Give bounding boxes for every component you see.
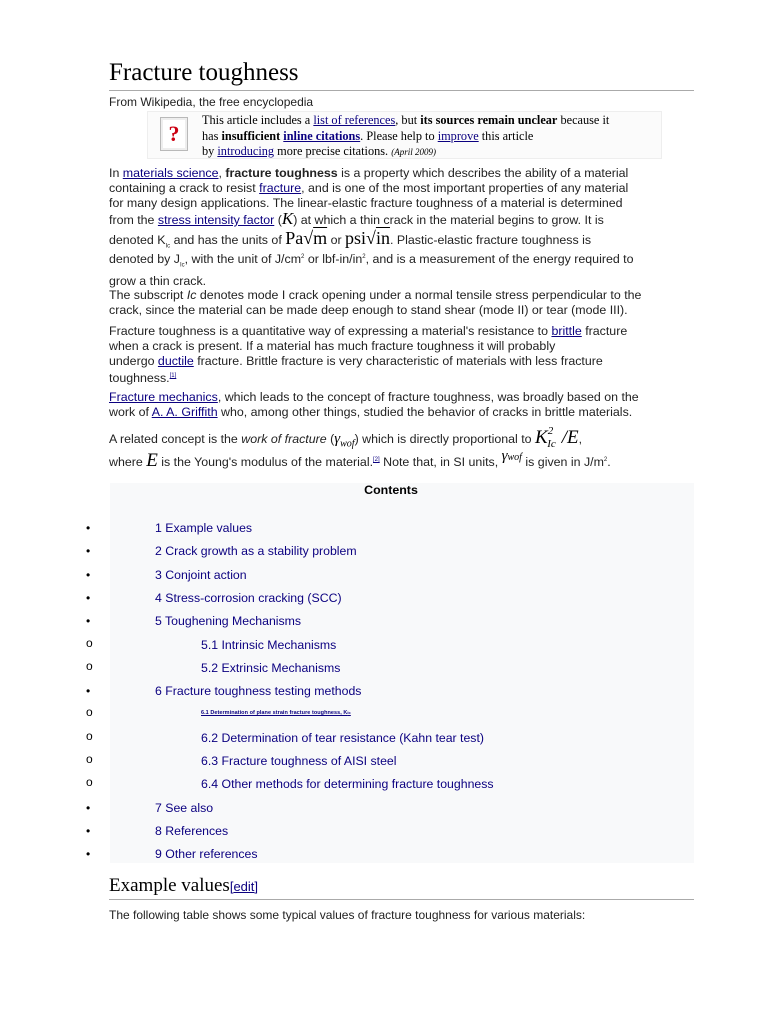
toc-marker: • xyxy=(86,544,91,558)
introducing-link[interactable]: introducing xyxy=(217,144,275,158)
toc-marker: o xyxy=(86,775,93,789)
ductile-link[interactable]: ductile xyxy=(157,354,194,368)
fracture-link[interactable]: fracture xyxy=(259,181,302,195)
materials-science-link[interactable]: materials science xyxy=(122,166,219,180)
toc-marker: o xyxy=(86,636,93,650)
toc-marker: • xyxy=(86,847,91,861)
notice-date: (April 2009) xyxy=(391,147,436,157)
toc-item-link[interactable]: 5.1 Intrinsic Mechanisms xyxy=(201,638,337,652)
intro-paragraph-1: In materials science, fracture toughness is a property which describes the ability of a material containing a crack to resist fracture, and is one of the most important properties of any material for many design applications. The linear-elastic fracture toughness of a material is determined from the stress intensity factor (K) at which a thin crack in the material begins to grow. It is xyxy=(109,166,629,228)
toc-marker: o xyxy=(86,729,93,743)
toc-marker: o xyxy=(86,705,93,719)
reference-1-link[interactable]: [1] xyxy=(169,373,177,379)
toc-item-link[interactable]: 7 See also xyxy=(155,801,214,815)
title-rule xyxy=(109,90,694,91)
intro-paragraph-3: Fracture toughness is a quantitative way of expressing a material's resistance to brittle fracture when a crack is present. If a material has much fracture toughness it will probably undergo ductile fracture. Brittle fracture is very characteristic of materials with less fracture toughness.[1] xyxy=(109,324,628,386)
toc-item-link[interactable]: 5.2 Extrinsic Mechanisms xyxy=(201,661,341,675)
citation-notice-box xyxy=(147,111,662,159)
section-heading: Example values[edit] xyxy=(109,875,259,896)
intro-paragraph-5-end: where E is the Young's modulus of the material.[2] Note that, in SI units, $\gamma^{wof}$ is given in $J/m^2$. xyxy=(109,448,611,472)
toc-marker: o xyxy=(86,659,93,673)
toc-item-link[interactable]: 8 References xyxy=(155,824,229,838)
reference-2-link[interactable]: [2] xyxy=(373,457,380,463)
section-rule xyxy=(109,899,694,900)
question-mark-icon: ? xyxy=(160,117,188,151)
toc-item-link[interactable]: 3 Conjoint action xyxy=(155,568,247,582)
intro-paragraph-4: Fracture mechanics, which leads to the concept of fracture toughness, was broadly based on the work of A. A. Griffith who, among other things, studied the behavior of cracks in brittle materials. xyxy=(109,390,639,419)
page-subtitle: From Wikipedia, the free encyclopedia xyxy=(109,95,314,109)
intro-paragraph-1-end: denoted by $J_{Ic}$, with the unit of $J/cm^2$ or lbf-$in/in^2$, and is a measurement of the energy required to grow a thin crack. xyxy=(109,252,634,288)
fracture-mechanics-link[interactable]: Fracture mechanics xyxy=(109,390,218,404)
intro-paragraph-2: The subscript Ic denotes mode I crack opening under a normal tensile stress perpendicular to the crack, since the material can be made deep enough to stand shear (mode II) or tear (mode III). xyxy=(109,288,642,317)
toc-marker: o xyxy=(86,752,93,766)
toc-item-link[interactable]: 1 Example values xyxy=(155,521,253,535)
toc-marker: • xyxy=(86,591,91,605)
edit-section-link[interactable]: edit xyxy=(233,879,255,894)
intro-paragraph-5: A related concept is the work of fracture $(\gamma_{wof})$ which is directly proportional to K2Ic /E, xyxy=(109,425,583,450)
toc-item-link[interactable]: 5 Toughening Mechanisms xyxy=(155,614,302,628)
inline-citations-link[interactable]: inline citations xyxy=(283,128,361,143)
brittle-link[interactable]: brittle xyxy=(551,324,582,338)
toc-item-link[interactable]: 6.3 Fracture toughness of AISI steel xyxy=(201,754,397,768)
toc-marker: • xyxy=(86,801,91,815)
toc-marker: • xyxy=(86,614,91,628)
section-intro: The following table shows some typical values of fracture toughness for various materials: xyxy=(109,908,586,922)
toc-item-link[interactable]: 2 Crack growth as a stability problem xyxy=(155,544,357,558)
toc-item-link[interactable]: 9 Other references xyxy=(155,847,258,861)
toc-title: Contents xyxy=(364,483,418,497)
toc-marker: • xyxy=(86,521,91,535)
toc-item-link[interactable]: 6.1 Determination of plane strain fracture toughness, KIc xyxy=(201,710,351,716)
toc-item-link[interactable]: 4 Stress-corrosion cracking (SCC) xyxy=(155,591,342,605)
toc-item-link[interactable]: 6 Fracture toughness testing methods xyxy=(155,684,362,698)
list-of-references-link[interactable]: list of references xyxy=(313,113,396,127)
toc-marker: • xyxy=(86,684,91,698)
griffith-link[interactable]: A. A. Griffith xyxy=(151,405,218,419)
citation-notice-text: This article includes a list of references, but its sources remain unclear because it has insufficient inline citations. Please help to improve this article by introducing more precise citations. (April 2009) xyxy=(202,113,610,158)
page-title: Fracture toughness xyxy=(109,59,299,86)
toc-marker: • xyxy=(86,568,91,582)
toc-item-link[interactable]: 6.4 Other methods for determining fracture toughness xyxy=(201,777,494,791)
intro-paragraph-1-units: denoted $K_{Ic}$ and has the units of Pa√m or psi√in. Plastic-elastic fracture toughness is xyxy=(109,228,592,250)
toc-item-link[interactable]: 6.2 Determination of tear resistance (Kahn tear test) xyxy=(201,731,484,745)
toc-marker: • xyxy=(86,824,91,838)
improve-link[interactable]: improve xyxy=(437,128,479,143)
stress-intensity-factor-link[interactable]: stress intensity factor xyxy=(157,213,275,227)
